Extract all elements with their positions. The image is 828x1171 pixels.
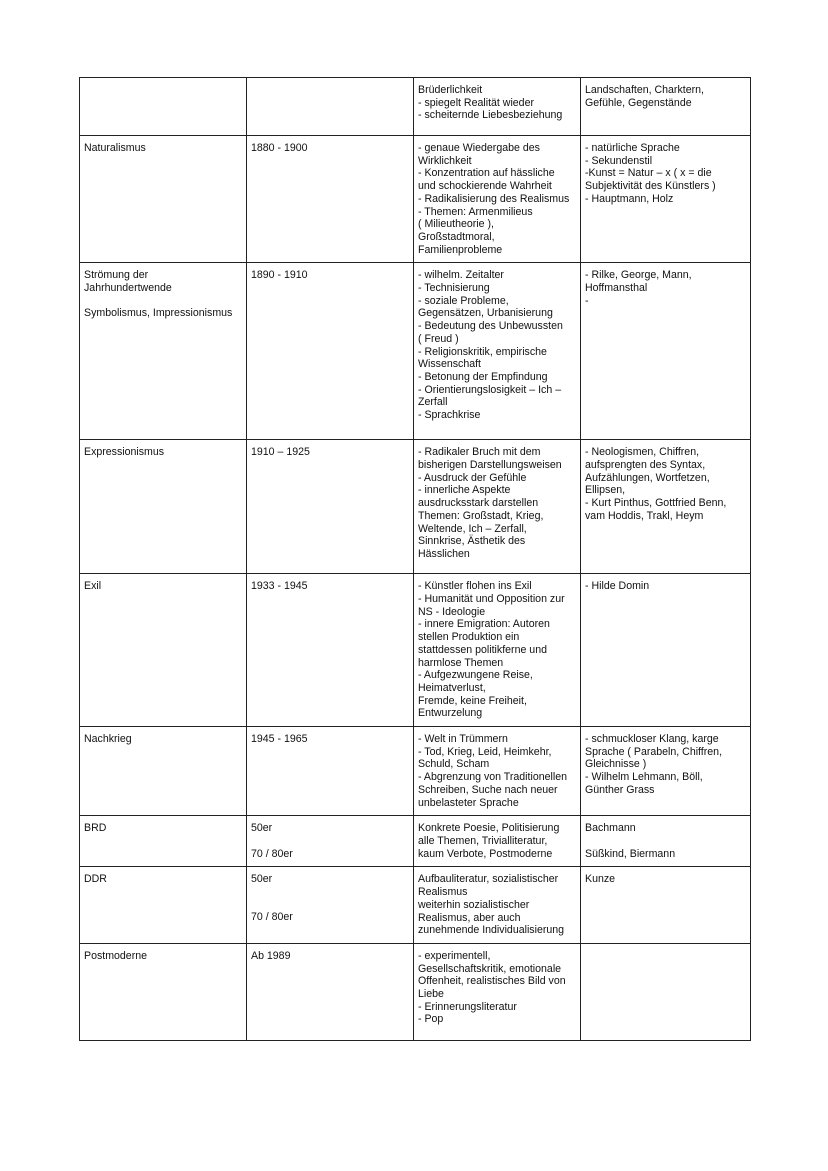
cell-line: - Rilke, George, Mann, [585, 269, 692, 282]
cell-line: - Hauptmann, Holz [585, 192, 674, 205]
style-cell [581, 263, 751, 440]
cell-line: Gesellschaftskritik, emotionale [418, 962, 562, 975]
features-cell [414, 440, 581, 574]
features-cell [414, 263, 581, 440]
features-cell [414, 943, 581, 1040]
period-cell [247, 440, 414, 574]
cell-line: Jahrhundertwende [84, 282, 172, 295]
epoch-cell [80, 440, 247, 574]
cell-line: - Radikalisierung des Realismus [418, 192, 570, 205]
cell-line: Aufbauliteratur, sozialistischer [418, 873, 559, 886]
period-cell [247, 78, 414, 136]
cell-line: 1890 - 1910 [251, 269, 308, 282]
table-row [80, 440, 751, 574]
cell-line: - [585, 294, 589, 307]
cell-line: Subjektivität des Künstlers ) [585, 180, 716, 193]
cell-line: - Pop [418, 1013, 444, 1026]
cell-line: - Sekundenstil [585, 154, 653, 167]
cell-line: Weltende, Ich – Zerfall, [418, 522, 527, 535]
cell-line: Landschaften, Charktern, [585, 84, 704, 96]
cell-line: Gefühle, Gegenstände [585, 96, 692, 109]
period-cell [247, 816, 414, 867]
cell-line [84, 295, 243, 308]
cell-line: stattdessen politikferne und [418, 643, 547, 656]
features-cell [414, 727, 581, 816]
cell-line: 70 / 80er [251, 911, 293, 924]
table-body [80, 78, 751, 1041]
cell-line: - natürliche Sprache [585, 142, 680, 154]
cell-line: stellen Produktion ein [418, 631, 520, 644]
cell-line: Themen: Großstadt, Krieg, [418, 509, 544, 522]
features-cell [414, 816, 581, 867]
epoch-cell [80, 727, 247, 816]
table-row [80, 727, 751, 816]
cell-line: kaum Verbote, Postmoderne [418, 847, 553, 860]
cell-line: Liebe [418, 988, 444, 1001]
cell-line: - experimentell, [418, 949, 491, 962]
cell-line: Postmoderne [84, 949, 148, 962]
cell-line: - Neologismen, Chiffren, [585, 446, 700, 459]
cell-line: vam Hoddis, Trakl, Heym [585, 509, 704, 522]
cell-line: - Kurt Pinthus, Gottfried Benn, [585, 497, 727, 510]
cell-line: - Konzentration auf hässliche [418, 167, 555, 180]
cell-line [251, 899, 410, 912]
cell-line: - Aufgezwungene Reise, [418, 669, 533, 682]
table-row [80, 867, 751, 944]
epoch-cell [80, 136, 247, 263]
cell-line: - Sprachkrise [418, 409, 481, 422]
cell-line: alle Themen, Trivialliteratur, [418, 834, 548, 847]
cell-line [251, 835, 410, 848]
cell-line: weiterhin sozialistischer [418, 898, 530, 911]
table-row [80, 816, 751, 867]
cell-line: Wissenschaft [418, 358, 481, 371]
cell-line: Schreiben, Suche nach neuer [418, 783, 558, 796]
cell-line: Schuld, Scham [418, 758, 490, 771]
cell-line: - Hilde Domin [585, 580, 650, 593]
cell-line: Wirklichkeit [418, 154, 472, 167]
period-cell [247, 727, 414, 816]
cell-line: Exil [84, 580, 102, 593]
cell-line: Naturalismus [84, 142, 146, 154]
style-cell [581, 727, 751, 816]
epoch-cell [80, 867, 247, 944]
cell-line: Entwurzelung [418, 707, 483, 720]
cell-line: Hoffmansthal [585, 282, 648, 295]
cell-line: Hässlichen [418, 547, 470, 560]
cell-line: 70 / 80er [251, 847, 293, 860]
table-row [80, 943, 751, 1040]
style-cell [581, 867, 751, 944]
cell-line: -Kunst = Natur – x ( x = die [585, 167, 712, 180]
cell-line: - Tod, Krieg, Leid, Heimkehr, [418, 745, 552, 758]
cell-line: Ab 1989 [251, 949, 291, 962]
cell-line: Günther Grass [585, 783, 655, 796]
features-cell [414, 136, 581, 263]
cell-line: harmlose Themen [418, 656, 504, 669]
cell-line: - soziale Probleme, [418, 294, 509, 307]
cell-line: Ellipsen, [585, 484, 626, 497]
epoch-cell [80, 574, 247, 727]
cell-line: Symbolismus, Impressionismus [84, 307, 233, 320]
cell-line: 1933 - 1945 [251, 580, 308, 593]
cell-line: bisherigen Darstellungsweisen [418, 459, 562, 472]
epoch-cell [80, 816, 247, 867]
cell-line: und schockierende Wahrheit [418, 180, 552, 193]
cell-line: - Religionskritik, empirische [418, 345, 547, 358]
cell-line: Sprache ( Parabeln, Chiffren, [585, 745, 723, 758]
cell-line: Strömung der [84, 269, 149, 282]
table-row [80, 263, 751, 440]
cell-line: - Betonung der Empfindung [418, 370, 548, 383]
cell-line: Großstadtmoral, [418, 230, 495, 243]
cell-line: - genaue Wiedergabe des [418, 142, 540, 154]
cell-line: 1910 – 1925 [251, 446, 310, 459]
cell-line: - innere Emigration: Autoren [418, 618, 550, 631]
cell-line: Gegensätzen, Urbanisierung [418, 307, 553, 320]
cell-line: ( Milieutheorie ), [418, 218, 494, 231]
cell-line: ausdrucksstark darstellen [418, 497, 539, 510]
cell-line: Bachmann [585, 822, 636, 835]
cell-line: BRD [84, 822, 107, 835]
literature-epochs-table [79, 77, 751, 1041]
cell-line: Fremde, keine Freiheit, [418, 694, 527, 707]
cell-line: Heimatverlust, [418, 681, 486, 694]
style-cell [581, 136, 751, 263]
cell-line: Realismus [418, 886, 468, 899]
cell-line: - wilhelm. Zeitalter [418, 269, 504, 282]
cell-line: 1880 - 1900 [251, 142, 308, 154]
epoch-cell [80, 943, 247, 1040]
cell-line [251, 886, 410, 899]
period-cell [247, 263, 414, 440]
cell-line: Aufzählungen, Wortfetzen, [585, 471, 710, 484]
cell-line: - Bedeutung des Unbewussten [418, 320, 563, 333]
cell-line: - Orientierungslosigkeit – Ich – [418, 383, 562, 396]
cell-line [585, 835, 747, 848]
cell-line: aufsprengten des Syntax, [585, 459, 706, 472]
features-cell [414, 78, 581, 136]
cell-line: zunehmende Individualisierung [418, 924, 565, 937]
cell-line: Offenheit, realistisches Bild von [418, 975, 566, 988]
cell-line: - schmuckloser Klang, karge [585, 733, 719, 746]
epoch-cell [80, 263, 247, 440]
features-cell [414, 867, 581, 944]
cell-line: Realismus, aber auch [418, 911, 521, 924]
cell-line: - Themen: Armenmilieus [418, 205, 533, 218]
cell-line: - Welt in Trümmern [418, 733, 508, 746]
cell-line: Süßkind, Biermann [585, 847, 676, 860]
period-cell [247, 136, 414, 263]
cell-line: Zerfall [418, 396, 448, 409]
cell-line: 50er [251, 873, 273, 886]
table-row [80, 136, 751, 263]
cell-line: Brüderlichkeit [418, 84, 483, 96]
table-row [80, 78, 751, 136]
cell-line: Familienprobleme [418, 243, 503, 256]
cell-line: - spiegelt Realität wieder [418, 96, 534, 109]
cell-line: - Radikaler Bruch mit dem [418, 446, 541, 459]
cell-line: - Künstler flohen ins Exil [418, 580, 532, 593]
style-cell [581, 816, 751, 867]
cell-line: - Erinnerungsliteratur [418, 1000, 517, 1013]
cell-line: Kunze [585, 873, 616, 886]
cell-line: DDR [84, 873, 107, 886]
cell-line: Gleichnisse ) [585, 758, 647, 771]
cell-line: 50er [251, 822, 273, 835]
period-cell [247, 867, 414, 944]
cell-line: 1945 - 1965 [251, 733, 308, 746]
cell-line: - Ausdruck der Gefühle [418, 471, 527, 484]
cell-line: ( Freud ) [418, 332, 459, 345]
cell-line: - Humanität und Opposition zur [418, 593, 565, 606]
cell-line: - innerliche Aspekte [418, 484, 511, 497]
cell-line: - Wilhelm Lehmann, Böll, [585, 771, 703, 784]
cell-line: Expressionismus [84, 446, 165, 459]
period-cell [247, 574, 414, 727]
cell-line: - scheiternde Liebesbeziehung [418, 109, 563, 122]
period-cell [247, 943, 414, 1040]
cell-line: - Technisierung [418, 282, 490, 295]
cell-line: - Abgrenzung von Traditionellen [418, 771, 567, 784]
style-cell [581, 943, 751, 1040]
table-row [80, 574, 751, 727]
cell-line: unbelasteter Sprache [418, 796, 519, 809]
style-cell [581, 78, 751, 136]
style-cell [581, 440, 751, 574]
epoch-cell [80, 78, 247, 136]
cell-line: Konkrete Poesie, Politisierung [418, 822, 560, 835]
cell-line: Nachkrieg [84, 733, 132, 746]
cell-line: Sinnkrise, Ästhetik des [418, 535, 526, 548]
style-cell [581, 574, 751, 727]
features-cell [414, 574, 581, 727]
cell-line: NS - Ideologie [418, 605, 486, 618]
